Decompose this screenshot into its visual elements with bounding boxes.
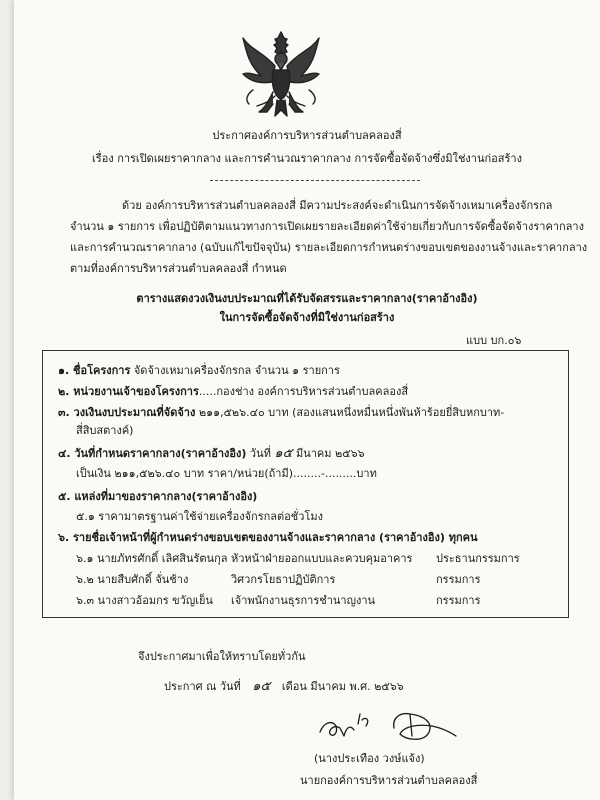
body-line-2: จำนวน ๑ รายการ เพื่อปฏิบัติตามแนวทางการเปิดเผยรายละเอียดค่าใช้จ่ายเกี่ยวกับการจัดซื้อจัดจ้างราคากลาง [70, 220, 584, 233]
item-2-row [58, 385, 408, 399]
closing-handwritten-day: ๑๕ [252, 679, 271, 694]
item-4-amount: เป็นเงิน ๒๑๑,๕๒๖.๔๐ บาท ราคา/หน่วย(ถ้ามี)........-.........บาท [76, 467, 377, 480]
signer-title: นายกองค์การบริหารส่วนตำบลคลองสี่ [300, 774, 478, 787]
committee-1-name: ๖.๑ นายภัทรศักดิ์ เลิศสินรัตนกุล [76, 552, 228, 565]
org-announcement-title: ประกาศองค์การบริหารส่วนตำบลคลองสี่ [212, 129, 402, 142]
item-6-label: ๖. รายชื่อเจ้าหน้าที่ผู้กำหนดร่างขอบเขตของงานจ้างและราคากลาง (ราคาอ้างอิง) ทุกคน [58, 531, 478, 544]
item-3-value: ๒๑๑,๕๒๖.๔๐ บาท (สองแสนหนึ่งหมื่นหนึ่งพันห้าร้อยยี่สิบหกบาท- [195, 406, 505, 419]
body-line-4: ตามที่องค์การบริหารส่วนตำบลคลองสี่ กำหนด [70, 262, 287, 275]
item-2-value: .....กองช่าง องค์การบริหารส่วนตำบลคลองสี่ [198, 385, 409, 398]
item-5-sub: ๕.๑ ราคามาตรฐานค่าใช้จ่ายเครื่องจักรกลต่อชั่วโมง [76, 510, 323, 523]
committee-2-role: กรรมการ [436, 573, 481, 586]
committee-2-position: วิศวกรโยธาปฏิบัติการ [231, 573, 336, 586]
item-4-handwritten-day: ๑๕ [274, 446, 293, 461]
form-code: แบบ บก.๐๖ [466, 334, 522, 347]
closing-date-row [164, 680, 404, 694]
item-3-label: ๓. วงเงินงบประมาณที่จัดจ้าง [58, 406, 196, 419]
item-5-label: ๕. แหล่งที่มาของราคากลาง(ราคาอ้างอิง) [58, 490, 258, 503]
body-line-1: ด้วย องค์การบริหารส่วนตำบลคลองสี่ มีความประสงค์จะดำเนินการจัดจ้างเหมาเครื่องจักรกล [122, 199, 553, 212]
closing-date-prefix: ประกาศ ณ วันที่ [164, 680, 241, 693]
committee-2-name: ๖.๒ นายสืบศักดิ์ จั่นช้าง [76, 573, 189, 586]
committee-3-name: ๖.๓ นางสาวอ้อมกร ขวัญเย็น [76, 594, 213, 607]
committee-3-position: เจ้าพนักงานธุรการชำนาญงาน [231, 594, 376, 607]
signature-icon [314, 706, 464, 746]
document-page [14, 0, 600, 800]
item-4-date-prefix: วันที่ [246, 447, 271, 460]
item-1-label: ๑. ชื่อโครงการ [58, 364, 131, 377]
body-line-3: และการคำนวณราคากลาง (ฉบับแก้ไขปัจจุบัน) รายละเอียดการกำหนดร่างขอบเขตของงานจ้างและราคากลาง [70, 241, 588, 254]
signer-name: (นางประเทือง วงษ์แจ้ง) [314, 752, 425, 765]
item-3-row [58, 406, 504, 420]
item-2-label: ๒. หน่วยงานเจ้าของโครงการ [58, 385, 199, 398]
table-title-line-1: ตารางแสดงวงเงินงบประมาณที่ได้รับจัดสรรและราคากลาง(ราคาอ้างอิง) [136, 292, 478, 305]
announcement-subject: เรื่อง การเปิดเผยราคากลาง และการคำนวณราคากลาง การจัดซื้อจัดจ้างซึ่งมิใช่งานก่อสร้าง [92, 152, 522, 165]
item-1-value: จัดจ้างเหมาเครื่องจักรกล จำนวน ๑ รายการ [133, 364, 340, 377]
item-4-row [58, 447, 365, 461]
committee-3-role: กรรมการ [436, 594, 481, 607]
committee-1-position: หัวหน้าฝ่ายออกแบบและควบคุมอาคาร [231, 552, 413, 565]
closing-announcement: จึงประกาศมาเพื่อให้ทราบโดยทั่วกัน [138, 650, 306, 663]
item-3-value-cont: สี่สิบสตางค์) [76, 424, 134, 437]
separator-line [210, 180, 420, 181]
item-1-row [58, 364, 340, 378]
closing-date-suffix: เดือน มีนาคม พ.ศ. ๒๕๖๖ [281, 680, 404, 693]
item-4-label: ๔. วันที่กำหนดราคากลาง(ราคาอ้างอิง) [58, 447, 247, 460]
garuda-emblem-icon [239, 30, 324, 122]
item-4-date-suffix: มีนาคม ๒๕๖๖ [292, 447, 365, 460]
table-title-line-2: ในการจัดซื้อจัดจ้างที่มิใช่งานก่อสร้าง [219, 311, 395, 324]
committee-1-role: ประธานกรรมการ [436, 552, 520, 565]
